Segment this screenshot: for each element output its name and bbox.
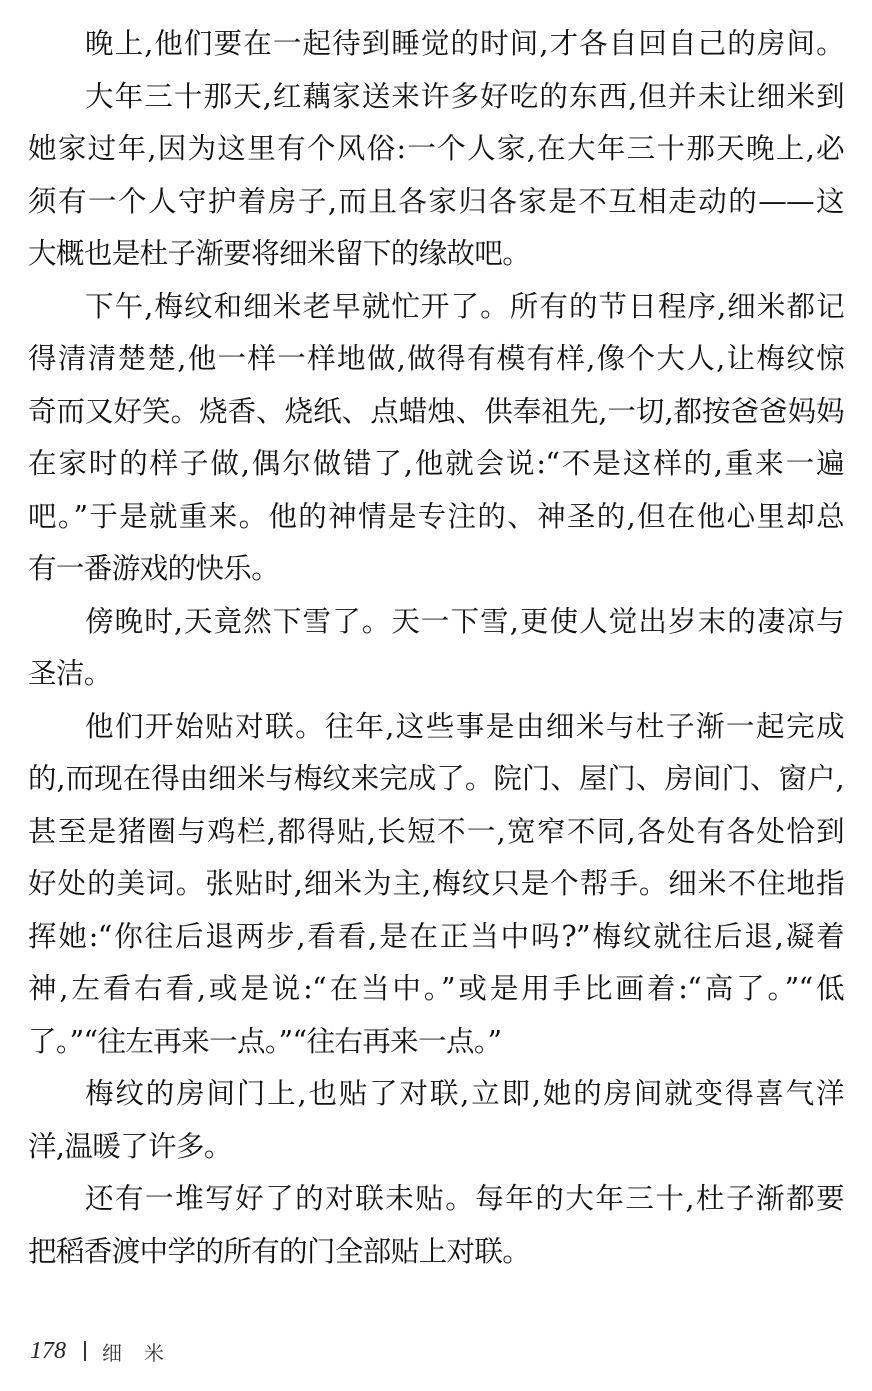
text-line: 大年三十那天,红藕家送来许多好吃的东西,但并未让细米到 <box>85 79 844 113</box>
book-title: 细米 <box>102 1340 186 1365</box>
text-line: 傍晚时,天竟然下雪了。天一下雪,更使人觉出岁末的凄凉与 <box>85 604 844 638</box>
text-line: 大概也是杜子渐要将细米留下的缘故吧。 <box>28 237 531 270</box>
text-line: 下午,梅纹和细米老早就忙开了。所有的节日程序,细米都记 <box>85 289 844 323</box>
text-line: 甚至是猪圈与鸡栏,都得贴,长短不一,宽窄不同,各处有各处恰到 <box>28 814 844 848</box>
text-line: 好处的美词。张贴时,细米为主,梅纹只是个帮手。细米不住地指 <box>28 867 844 900</box>
text-line: 有一番游戏的快乐。 <box>28 552 280 585</box>
text-line: 圣洁。 <box>28 657 112 690</box>
text-line: 的,而现在得由细米与梅纹来完成了。院门、屋门、房间门、窗户, <box>28 762 844 795</box>
text-line: 挥她:“你往后退两步,看看,是在正当中吗?”梅纹就往后退,凝着 <box>28 919 844 953</box>
text-line: 晚上,他们要在一起待到睡觉的时间,才各自回自己的房间。 <box>85 27 844 60</box>
text-line: 洋,温暖了许多。 <box>28 1129 232 1163</box>
text-line: 须有一个人守护着房子,而且各家归各家是不互相走动的——这 <box>28 184 844 218</box>
page-body <box>28 18 844 1278</box>
text-line: 神,左看右看,或是说:“在当中。”或是用手比画着:“高了。”“低 <box>28 972 844 1005</box>
text-line: 在家时的样子做,偶尔做错了,他就会说:“不是这样的,重来一遍 <box>28 447 844 480</box>
text-line: 他们开始贴对联。往年,这些事是由细米与杜子渐一起完成 <box>85 709 844 743</box>
text-line: 还有一堆写好了的对联未贴。每年的大年三十,杜子渐都要 <box>85 1182 844 1215</box>
text-line: 得清清楚楚,他一样一样地做,做得有模有样,像个大人,让梅纹惊 <box>28 342 844 375</box>
footer-divider <box>84 1341 86 1361</box>
text-line: 梅纹的房间门上,也贴了对联,立即,她的房间就变得喜气洋 <box>85 1077 844 1110</box>
text-line: 她家过年,因为这里有个风俗:一个人家,在大年三十那天晚上,必 <box>28 132 844 165</box>
page-number: 178 <box>30 1337 66 1364</box>
text-line: 奇而又好笑。烧香、烧纸、点蜡烛、供奉祖先,一切,都按爸爸妈妈 <box>28 394 844 428</box>
text-line: 了。”“往左再来一点。”“往右再来一点。” <box>28 1024 502 1058</box>
page-footer <box>30 1334 186 1368</box>
text-line: 吧。”于是就重来。他的神情是专注的、神圣的,但在他心里却总 <box>28 499 844 533</box>
text-line: 把稻香渡中学的所有的门全部贴上对联。 <box>28 1234 531 1268</box>
